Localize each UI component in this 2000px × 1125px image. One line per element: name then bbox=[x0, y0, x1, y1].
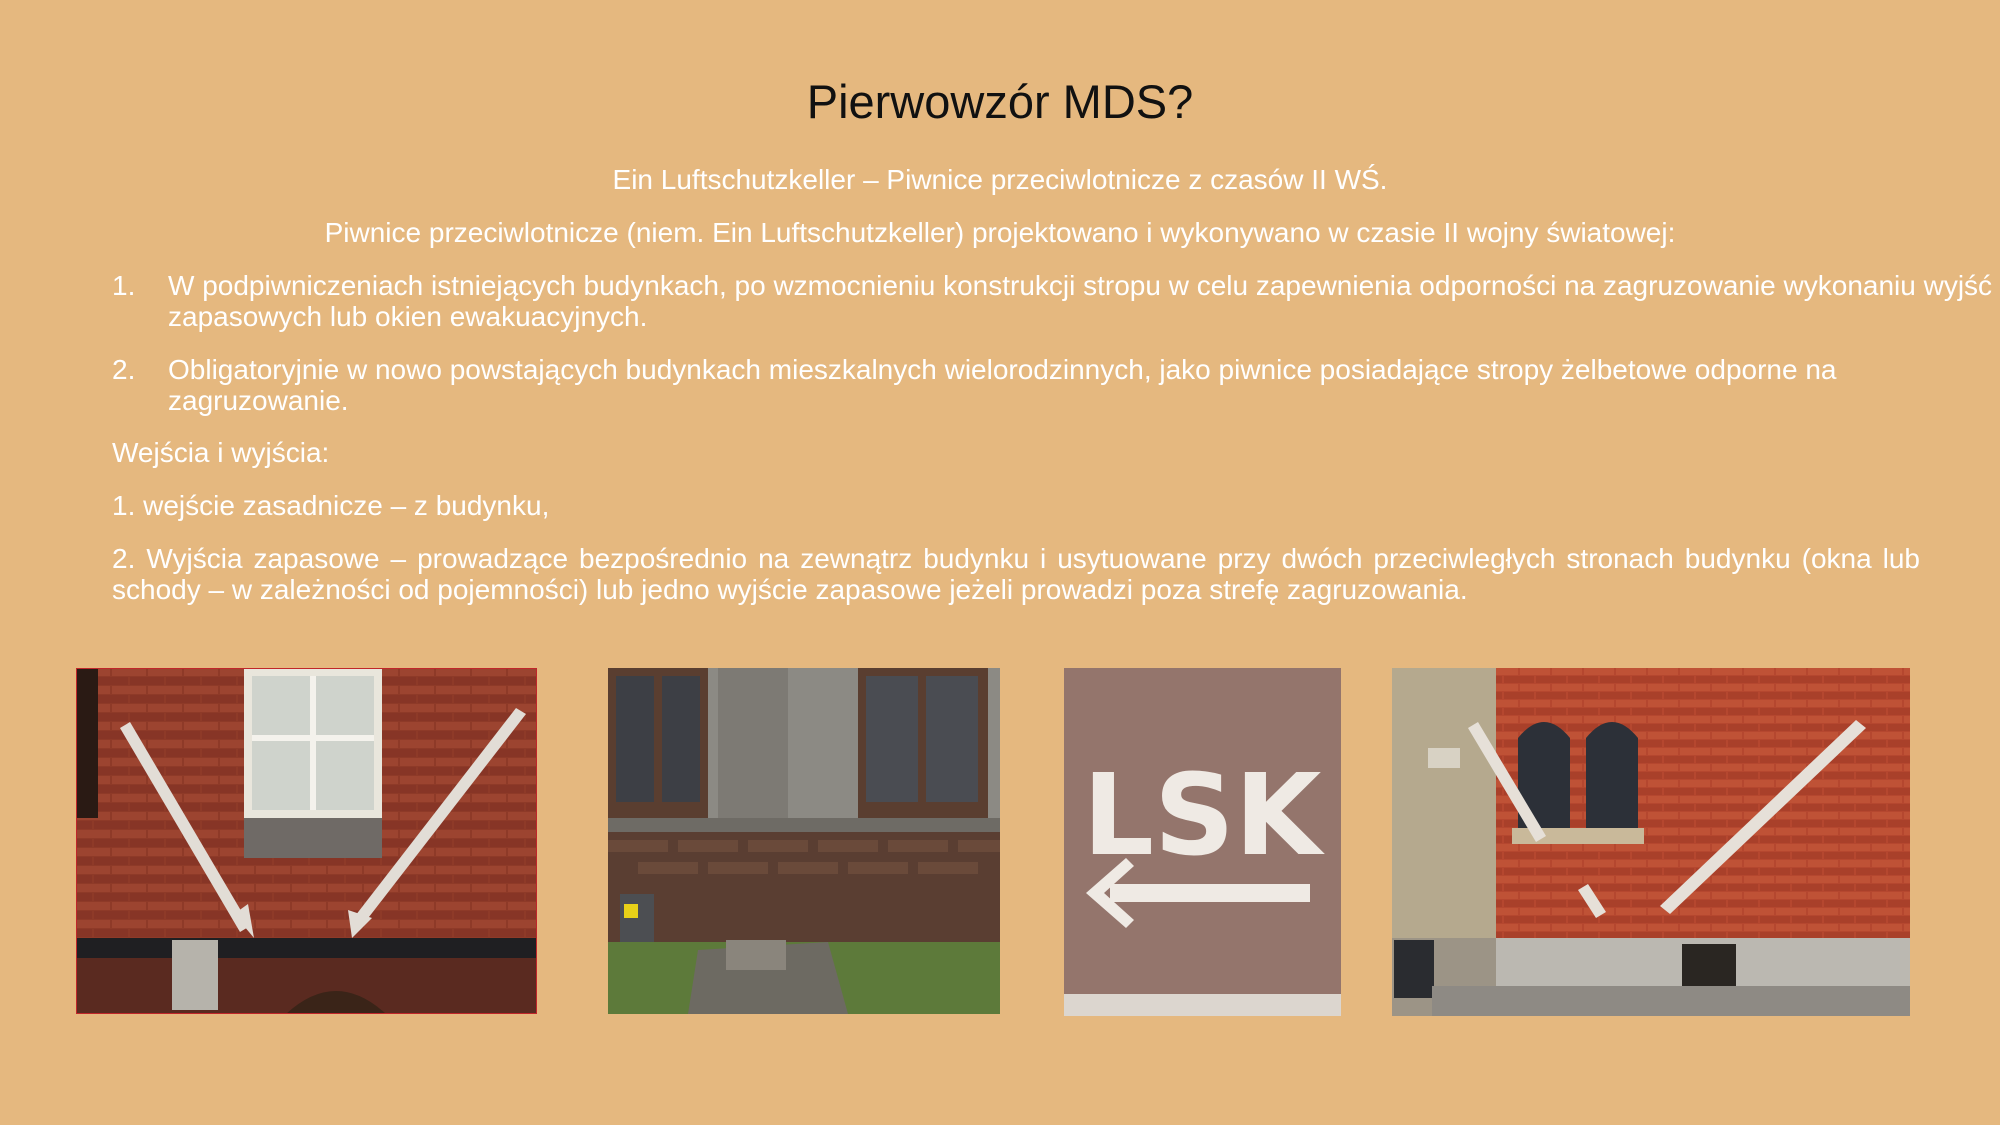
photo-brick-wall-arrows bbox=[76, 668, 537, 1014]
intro-text: Piwnice przeciwlotnicze (niem. Ein Luftschutzkeller) projektowano i wykonywano w czasie II wojny światowej: bbox=[324, 217, 1676, 248]
photo-brick-building-arrows bbox=[1392, 668, 1910, 1016]
entrance-main: 1. wejście zasadnicze – z budynku, bbox=[112, 490, 550, 521]
list-item bbox=[112, 354, 1922, 418]
entrance-emergency: 2. Wyjścia zapasowe – prowadzące bezpośrednio na zewnątrz budynku i usytuowane przy dwóch przeciwległych stronach budynku (okna lub schody – w zależności od pojemności) lub jedno wyjście zapasowe jeżeli prowadzi poza strefę zagruzowania. bbox=[112, 543, 1920, 605]
photo-building-base bbox=[608, 668, 1000, 1014]
lsk-sign-text: LSK bbox=[1082, 751, 1322, 881]
photo-lsk-sign bbox=[1064, 668, 1341, 1016]
slide-title: Pierwowzór MDS? bbox=[806, 75, 1194, 128]
subtitle: Ein Luftschutzkeller – Piwnice przeciwlotnicze z czasów II WŚ. bbox=[612, 164, 1388, 195]
list-text: Obligatoryjnie w nowo powstających budynkach mieszkalnych wielorodzinnych, jako piwnice posiadające stropy żelbetowe odporne na zagruzowanie. bbox=[168, 354, 1837, 416]
list-number: 2. bbox=[112, 354, 136, 385]
list-item bbox=[112, 270, 1993, 334]
entrances-heading: Wejścia i wyjścia: bbox=[112, 437, 330, 468]
list-number: 1. bbox=[112, 270, 136, 301]
list-text: W podpiwniczeniach istniejących budynkach, po wzmocnieniu konstrukcji stropu w celu zapewnienia odporności na zagruzowanie wykonaniu wyjść zapasowych lub okien ewakuacyjnych. bbox=[168, 270, 1993, 332]
